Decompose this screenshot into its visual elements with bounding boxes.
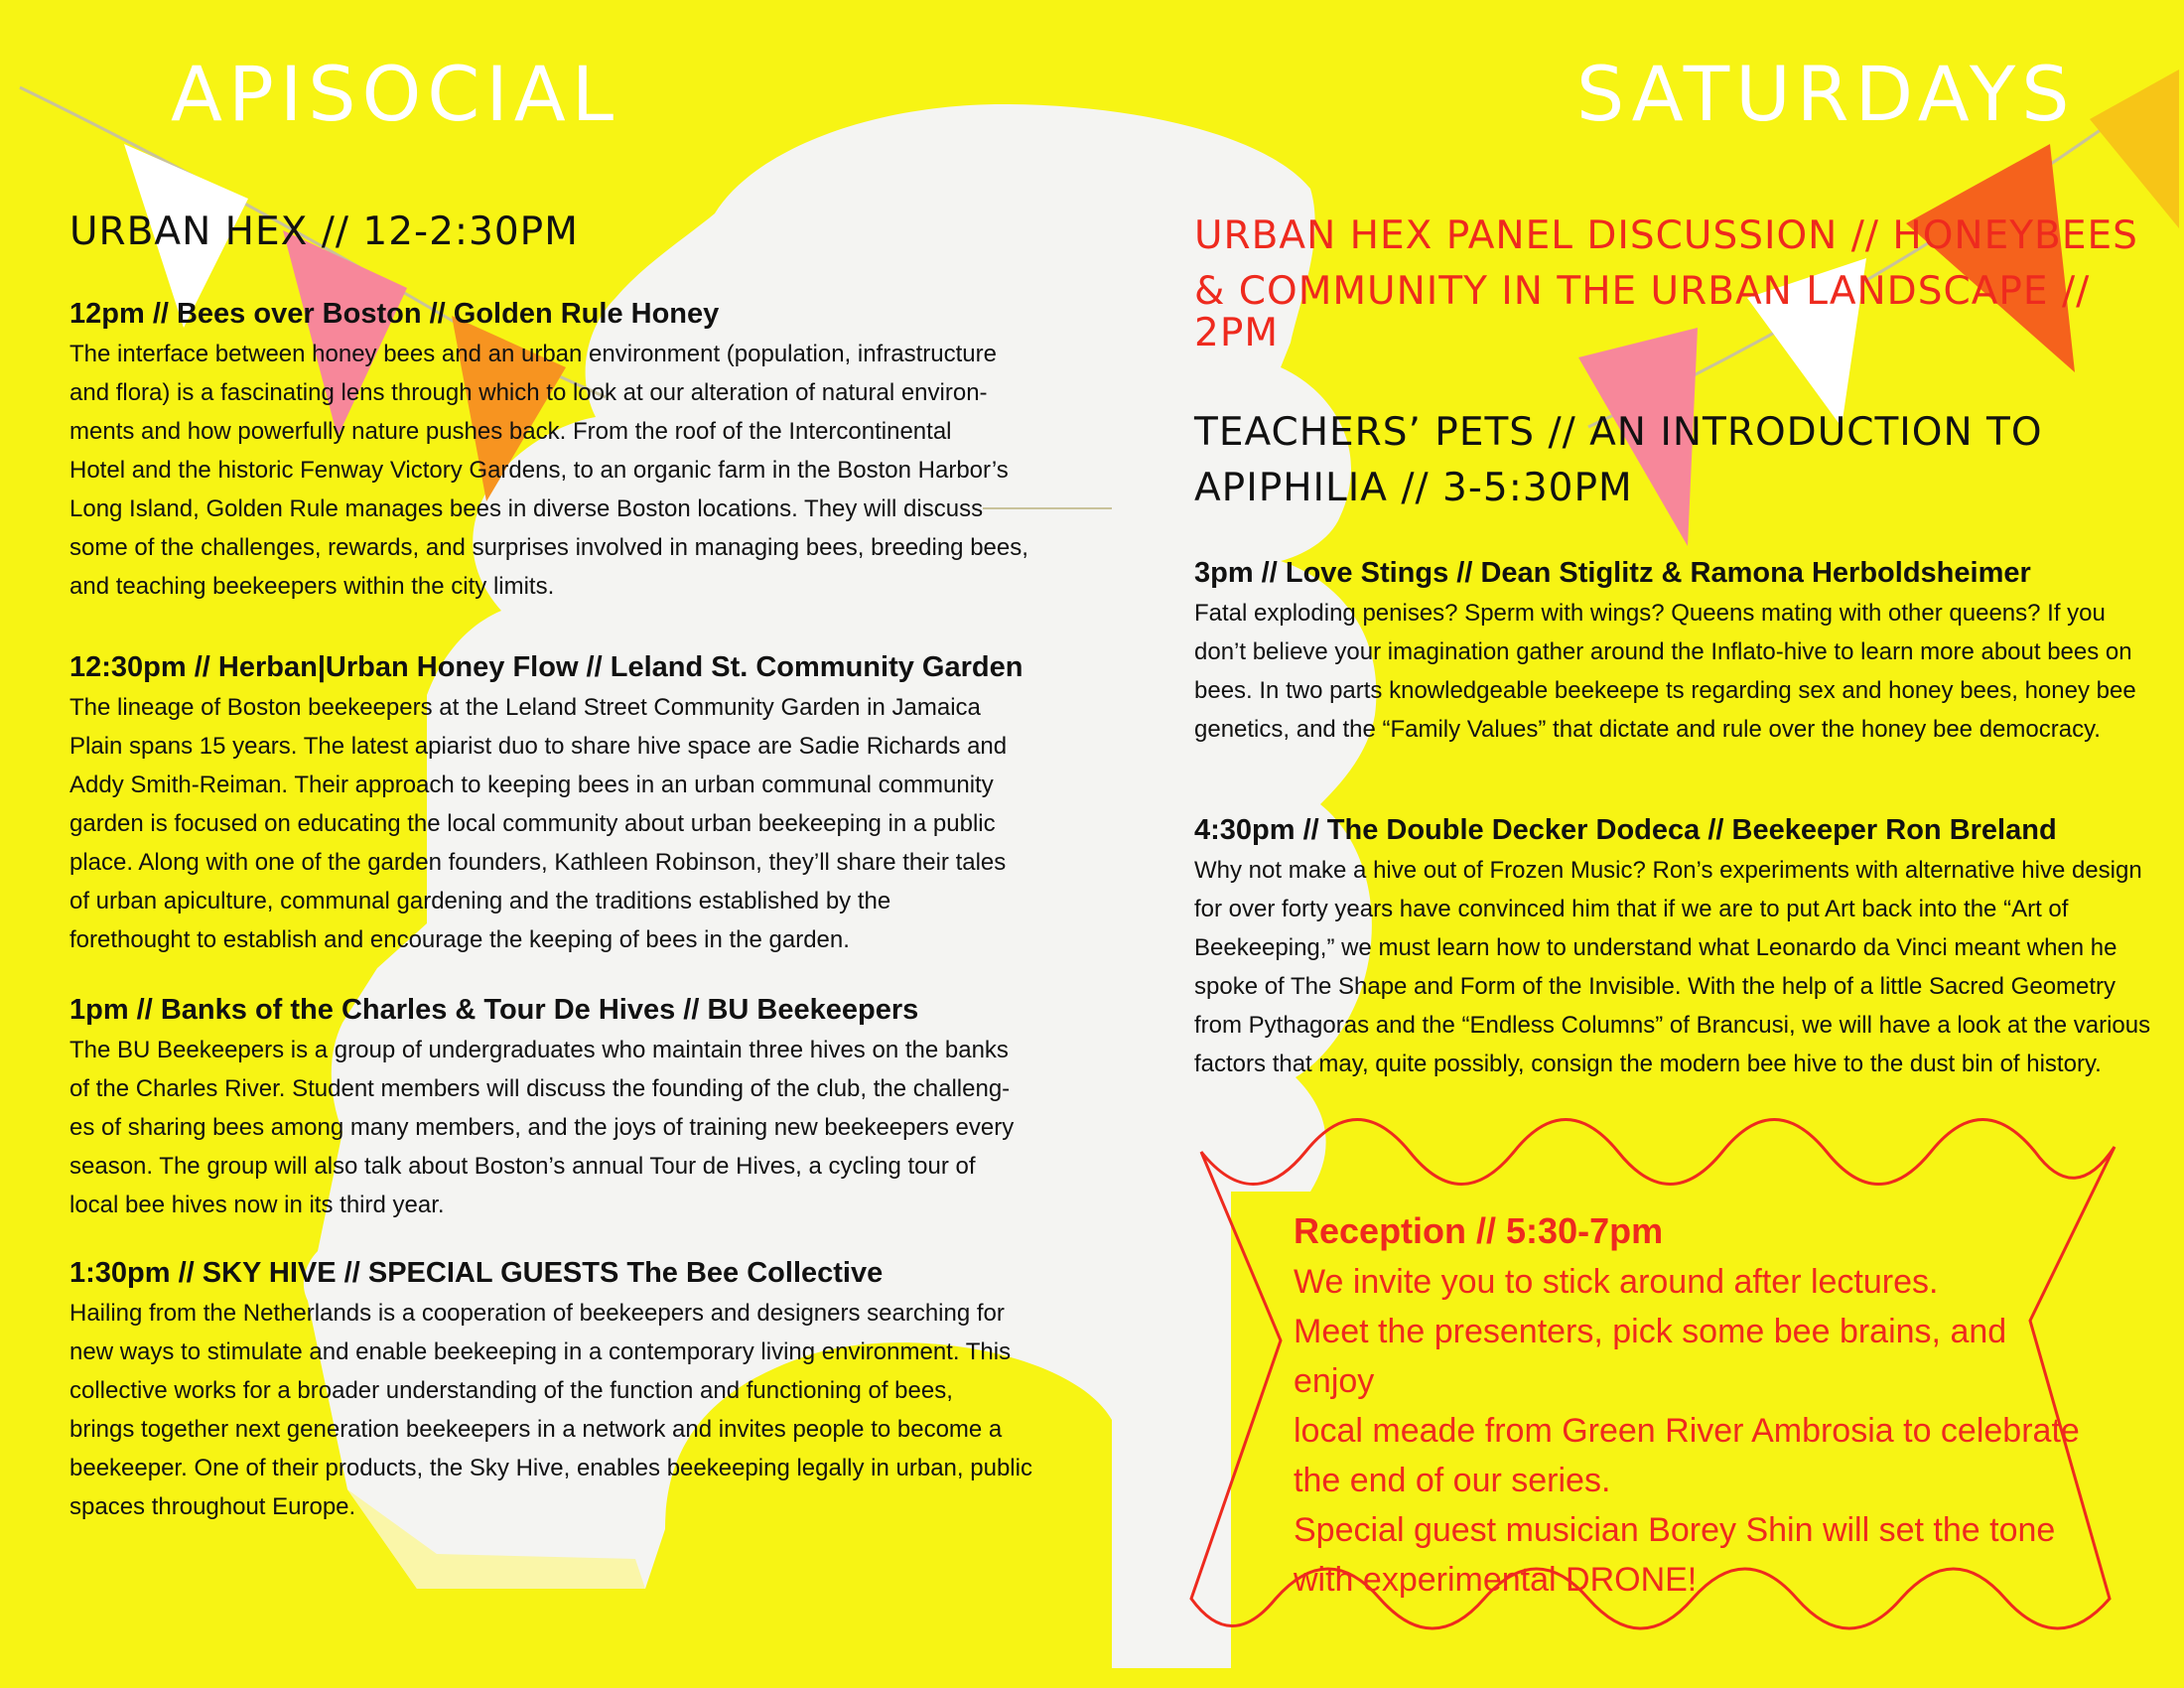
reception-line: local meade from Green River Ambrosia to celebrate (1294, 1412, 2080, 1450)
heading-line: URBAN HEX PANEL DISCUSSION // HONEYBEES (1194, 213, 2138, 258)
event-line: es of sharing bees among many members, and the joys of training new beekeepers every (69, 1114, 1015, 1141)
event-title: 12:30pm // Herban|Urban Honey Flow // Leland St. Community Garden (69, 651, 1024, 683)
event-line: The interface between honey bees and an urban environment (population, infrastructure (69, 341, 997, 367)
reception-title: Reception // 5:30-7pm (1294, 1210, 1664, 1251)
event-line: local bee hives now in its third year. (69, 1192, 445, 1218)
event-line: Addy Smith-Reiman. Their approach to keeping bees in an urban communal community (69, 772, 994, 798)
heading-line: TEACHERS’ PETS // AN INTRODUCTION TO (1194, 410, 2043, 455)
event-line: ments and how powerfully nature pushes back. From the roof of the Intercontinental (69, 418, 952, 445)
title-left: APISOCIAL (171, 50, 620, 138)
event-line: The BU Beekeepers is a group of undergraduates who maintain three hives on the banks (69, 1037, 1009, 1063)
event-line: garden is focused on educating the local community about urban beekeeping in a public (69, 810, 996, 837)
event-herban-urban (69, 648, 1042, 959)
event-line: for over forty years have convinced him that if we are to put Art back into the “Art of (1194, 896, 2069, 922)
event-bees-over-boston (69, 295, 1042, 606)
event-love-stings (1194, 554, 2167, 749)
event-line: Why not make a hive out of Frozen Music? Ron’s experiments with alternative hive design (1194, 857, 2142, 884)
event-line: don’t believe your imagination gather around the Inflato-hive to learn more about bees on (1194, 638, 2132, 665)
event-line: Plain spans 15 years. The latest apiarist duo to share hive space are Sadie Richards and (69, 733, 1008, 760)
event-line: collective works for a broader understanding of the function and functioning of bees, (69, 1377, 953, 1404)
event-line: spoke of The Shape and Form of the Invisible. With the help of a little Sacred Geometry (1194, 973, 2116, 1000)
event-title: 1:30pm // SKY HIVE // SPECIAL GUESTS The Bee Collective (69, 1257, 884, 1289)
event-line: bees. In two parts knowledgeable beekeepe ts regarding sex and honey bees, honey bee (1194, 677, 2136, 704)
event-line: factors that may, quite possibly, consign the modern bee hive to the dust bin of history. (1194, 1051, 2102, 1077)
event-line: beekeeper. One of their products, the Sky Hive, enables beekeeping legally in urban, public (69, 1455, 1032, 1481)
event-title: 3pm // Love Stings // Dean Stiglitz & Ramona Herboldsheimer (1194, 557, 2031, 589)
event-line: from Pythagoras and the “Endless Columns” of Brancusi, we will have a look at the various (1194, 1012, 2151, 1039)
event-line: Beekeeping,” we must learn how to understand what Leonardo da Vinci meant when he (1194, 934, 2117, 961)
event-line: brings together next generation beekeepers in a network and invites people to become a (69, 1416, 1003, 1443)
flag-yellow-right (2090, 70, 2179, 228)
heading-line: 2PM (1194, 311, 1279, 355)
event-title: 4:30pm // The Double Decker Dodeca // Beekeeper Ron Breland (1194, 814, 2057, 846)
event-title: 1pm // Banks of the Charles & Tour De Hives // BU Beekeepers (69, 994, 919, 1026)
event-line: season. The group will also talk about Boston’s annual Tour de Hives, a cycling tour of (69, 1153, 976, 1180)
teachers-pets-heading (1194, 405, 2167, 516)
event-double-decker-dodeca (1194, 811, 2167, 1083)
event-line: Long Island, Golden Rule manages bees in diverse Boston locations. They will discuss (69, 495, 984, 522)
heading-line: & COMMUNITY IN THE URBAN LANDSCAPE // (1194, 269, 2091, 314)
reception-line: the end of our series. (1294, 1462, 1611, 1499)
event-line: of the Charles River. Student members will discuss the founding of the club, the challeng- (69, 1075, 1011, 1102)
title-right: SATURDAYS (1576, 50, 2076, 138)
event-line: forethought to establish and encourage the keeping of bees in the garden. (69, 926, 850, 953)
event-banks-of-charles (69, 991, 1042, 1224)
event-line: some of the challenges, rewards, and surprises involved in managing bees, breeding bees, (69, 534, 1028, 561)
event-line: spaces throughout Europe. (69, 1493, 356, 1520)
event-line: Hailing from the Netherlands is a cooperation of beekeepers and designers searching for (69, 1300, 1005, 1327)
event-line: and teaching beekeepers within the city limits. (69, 573, 555, 600)
event-line: The lineage of Boston beekeepers at the Leland Street Community Garden in Jamaica (69, 694, 981, 721)
event-title: 12pm // Bees over Boston // Golden Rule Honey (69, 298, 720, 330)
event-line: Hotel and the historic Fenway Victory Gardens, to an organic farm in the Boston Harbor’s (69, 457, 1009, 484)
reception-line: Special guest musician Borey Shin will set the tone (1294, 1511, 2056, 1549)
event-line: new ways to stimulate and enable beekeeping in a contemporary living environment. This (69, 1338, 1012, 1365)
panel-discussion-heading (1194, 209, 2167, 361)
reception-box (1294, 1205, 2088, 1605)
urban-hex-heading: URBAN HEX // 12-2:30PM (69, 210, 579, 254)
reception-line: We invite you to stick around after lectures. (1294, 1263, 1939, 1301)
event-line: Fatal exploding penises? Sperm with wings? Queens mating with other queens? If you (1194, 600, 2106, 627)
event-line: genetics, and the “Family Values” that dictate and rule over the honey bee democracy. (1194, 716, 2101, 743)
event-line: place. Along with one of the garden founders, Kathleen Robinson, they’ll share their tales (69, 849, 1007, 876)
event-sky-hive (69, 1254, 1042, 1526)
reception-line: with experimental DRONE! (1294, 1561, 1698, 1599)
heading-line: APIPHILIA // 3-5:30PM (1194, 466, 1633, 510)
event-line: of urban apiculture, communal gardening and the traditions established by the (69, 888, 891, 914)
reception-line: Meet the presenters, pick some bee brains, and enjoy (1294, 1313, 2007, 1400)
event-line: and flora) is a fascinating lens through which to look at our alteration of natural environ- (69, 379, 988, 406)
